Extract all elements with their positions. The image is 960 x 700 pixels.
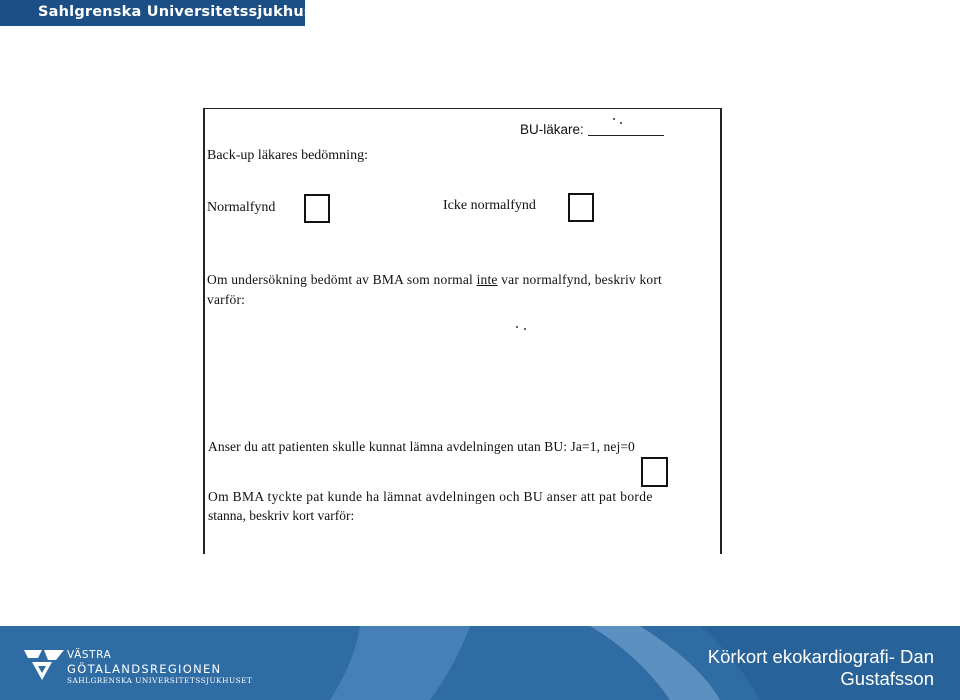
question-2-text: Anser du att patienten skulle kunnat lämna avdelningen utan BU: Ja=1, nej=0 xyxy=(208,439,635,454)
organization-name: Sahlgrenska Universitetssjukhuset xyxy=(38,4,330,20)
discharge-answer-box[interactable] xyxy=(641,457,668,487)
vgr-logo-icon xyxy=(22,646,66,682)
scanned-form xyxy=(203,108,723,554)
form-border-top xyxy=(203,108,721,109)
question-1-part-b: var normalfynd, beskriv kort xyxy=(497,272,662,287)
question-3-line-1: Om BMA tyckte pat kunde ha lämnat avdelningen och BU anser att pat borde xyxy=(208,489,653,504)
logo-text-line-1: VÄSTRA xyxy=(67,649,112,661)
logo-text-line-2: GÖTALANDSREGIONEN xyxy=(67,662,222,676)
scan-speck xyxy=(613,118,615,120)
header-band xyxy=(0,0,330,26)
abnormal-finding-checkbox[interactable] xyxy=(568,193,594,222)
normal-finding-checkbox[interactable] xyxy=(304,194,330,223)
footer-band xyxy=(0,626,960,700)
normal-finding-label: Normalfynd xyxy=(207,200,276,215)
question-3-line-2: stanna, beskriv kort varför: xyxy=(208,508,355,523)
abnormal-finding-label: Icke normalfynd xyxy=(443,198,536,213)
question-1-text xyxy=(207,272,662,288)
scan-speck xyxy=(516,326,518,328)
form-border-left xyxy=(203,108,205,554)
logo-text-line-3: SAHLGRENSKA UNIVERSITETSSJUKHUSET xyxy=(67,676,253,685)
scan-speck xyxy=(524,328,526,330)
question-1-underlined-word: inte xyxy=(476,272,498,287)
bu-signature-line xyxy=(588,135,664,136)
form-border-right xyxy=(720,108,722,554)
question-1-continuation: varför: xyxy=(207,292,246,307)
section-title: Back-up läkares bedömning: xyxy=(207,148,368,163)
scan-speck xyxy=(620,122,622,124)
bu-physician-label: BU-läkare: xyxy=(520,122,584,137)
question-1-part-a: Om undersökning bedömt av BMA som normal xyxy=(207,272,477,287)
presentation-title: Körkort ekokardiografi- Dan Gustafsson xyxy=(707,646,934,689)
